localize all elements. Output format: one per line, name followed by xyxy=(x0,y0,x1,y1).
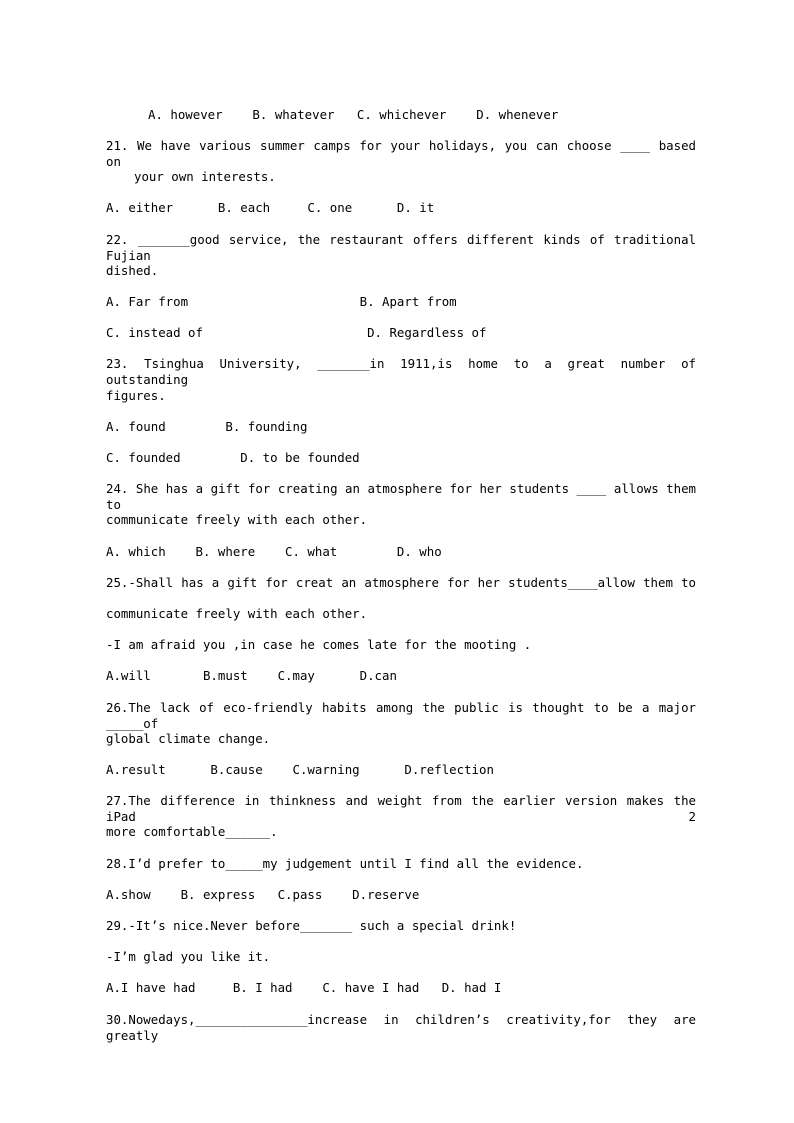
q26-options: A.result B.cause C.warning D.reflection xyxy=(106,762,494,777)
q21-stem: 21. We have various summer camps for your holidays, you can choose ____ based on xyxy=(106,138,696,169)
q22-stem: 22. _______good service, the restaurant offers different kinds of traditional Fujian xyxy=(106,232,696,263)
q26-stem: 26.The lack of eco-friendly habits among the public is thought to be a major _____of xyxy=(106,700,696,731)
q21-stem-cont: your own interests. xyxy=(134,169,276,184)
q20-options: A. however B. whatever C. whichever D. whenever xyxy=(148,107,559,122)
q25-stem: 25.-Shall has a gift for creat an atmosphere for her students____allow them to xyxy=(106,575,696,590)
q29-reply: -I’m glad you like it. xyxy=(106,949,271,964)
q24-stem-cont: communicate freely with each other. xyxy=(106,512,368,527)
q27-stem: 27.The difference in thinkness and weight from the earlier version makes the iPad 2 xyxy=(106,793,696,824)
q25-options: A.will B.must C.may D.can xyxy=(106,668,397,683)
q24-stem: 24. She has a gift for creating an atmosphere for her students ____ allows them to xyxy=(106,481,696,512)
q25-reply: -I am afraid you ,in case he comes late for the mooting . xyxy=(106,637,532,652)
q29-stem: 29.-It’s nice.Never before_______ such a special drink! xyxy=(106,918,517,933)
q23-options-ab: A. found B. founding xyxy=(106,419,308,434)
q23-stem-cont: figures. xyxy=(106,388,166,403)
q29-options: A.I have had B. I had C. have I had D. had I xyxy=(106,980,502,995)
q28-options: A.show B. express C.pass D.reserve xyxy=(106,887,420,902)
q26-stem-cont: global climate change. xyxy=(106,731,271,746)
q23-stem: 23. Tsinghua University, _______in 1911,is home to a great number of outstanding xyxy=(106,356,696,387)
q22-stem-cont: dished. xyxy=(106,263,159,278)
q24-options: A. which B. where C. what D. who xyxy=(106,544,442,559)
q21-options: A. either B. each C. one D. it xyxy=(106,200,435,215)
q27-stem-cont: more comfortable______. xyxy=(106,824,278,839)
q28-stem: 28.I’d prefer to_____my judgement until I find all the evidence. xyxy=(106,856,584,871)
q22-options-ab: A. Far from B. Apart from xyxy=(106,294,457,309)
q25-stem-cont: communicate freely with each other. xyxy=(106,606,368,621)
q22-options-cd: C. instead of D. Regardless of xyxy=(106,325,487,340)
q23-options-cd: C. founded D. to be founded xyxy=(106,450,360,465)
q30-stem: 30.Nowedays,_______________increase in children’s creativity,for they are greatly xyxy=(106,1012,696,1043)
